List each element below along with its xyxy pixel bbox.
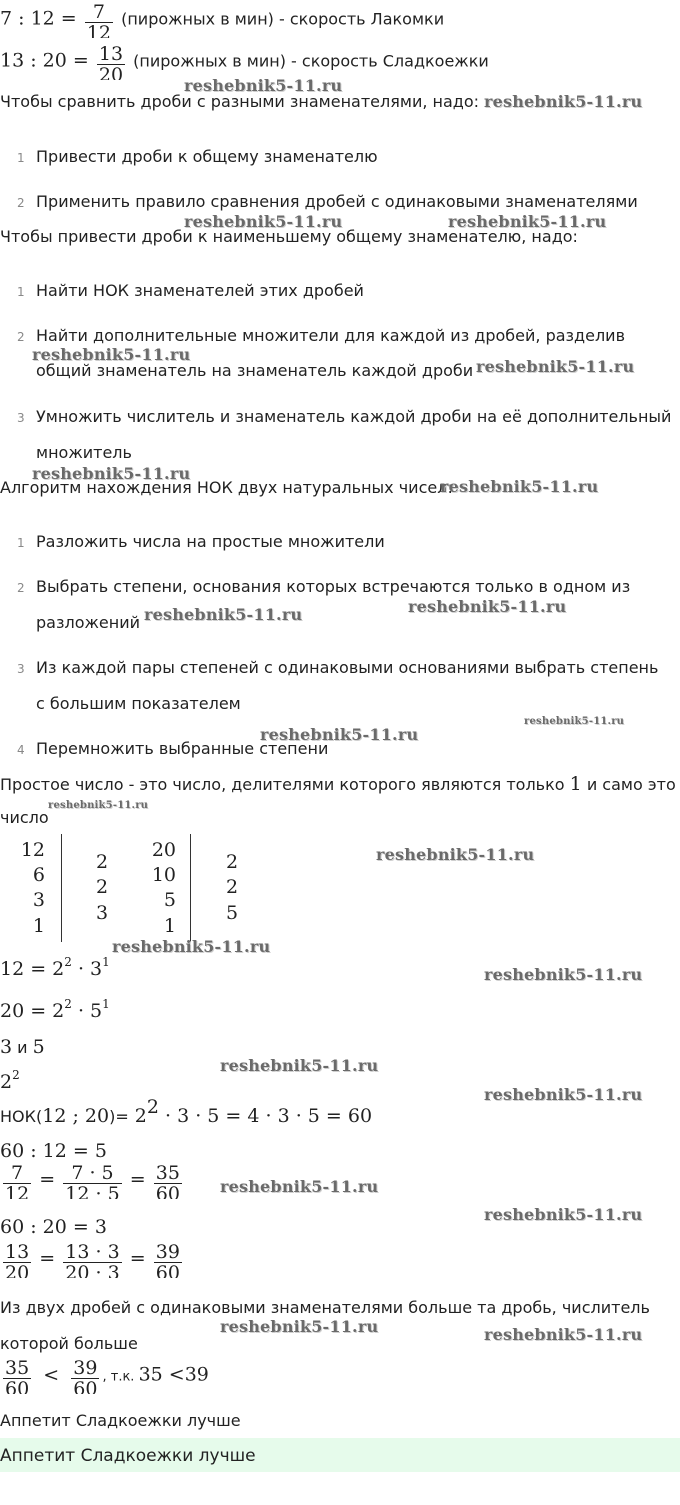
watermark: reshebnik5-11.ru — [32, 464, 191, 483]
answer-text: Аппетит Сладкоежки лучше — [0, 1446, 256, 1466]
division-line — [61, 834, 62, 942]
list-number: 1 — [17, 151, 25, 165]
list-number: 4 — [17, 743, 25, 757]
list-item: Найти НОК знаменателей этих дробей — [36, 281, 364, 300]
list-item-continuation: множитель — [36, 443, 132, 462]
watermark: reshebnik5-11.ru — [484, 92, 643, 111]
list-item: Найти дополнительные множители для каждой из дробей, разделив — [36, 326, 626, 345]
fraction-conversion-1: $\frac{7}{12}$ = $\frac{7 \cdot 5}{12 \cdot 5}$ = $\frac{35}{60}$ — [5, 1162, 180, 1199]
prime-definition-continuation: число — [0, 808, 49, 827]
same-denominator-rule-continuation: которой больше — [0, 1334, 138, 1353]
speed-sladkoezhka: 13 : 20 = $\frac{13}{20}$ (пирожных в мин) - скорость Сладкоежки — [0, 43, 489, 80]
lcm-algorithm-intro: Алгоритм нахождения НОК двух натуральных чисел: — [0, 478, 453, 497]
watermark: reshebnik5-11.ru — [184, 212, 343, 231]
watermark: reshebnik5-11.ru — [484, 1325, 643, 1344]
extra-factor-1: 60 : 12 = 5 — [0, 1140, 107, 1162]
watermark: reshebnik5-11.ru — [524, 716, 625, 727]
watermark: reshebnik5-11.ru — [408, 597, 567, 616]
list-item: Из каждой пары степеней с одинаковыми основаниями выбрать степень — [36, 658, 659, 677]
watermark: reshebnik5-11.ru — [112, 937, 271, 956]
list-number: 2 — [17, 330, 25, 344]
division-line — [190, 834, 191, 942]
list-item-continuation: с большим показателем — [36, 694, 241, 713]
common-denominator-intro: Чтобы привести дроби к наименьшему общему знаменателю, надо: — [0, 227, 578, 246]
watermark: reshebnik5-11.ru — [220, 1317, 379, 1336]
prime-definition: Простое число - это число, делителями которого являются только 1 и само это — [0, 773, 676, 795]
lcm-result: НОК(12 ; $20)= 2^2 \cdot 3 \cdot 5 = 4 \cdot 3 \cdot 5 = 60$ — [0, 1096, 373, 1127]
answer-box — [0, 1438, 680, 1472]
watermark: reshebnik5-11.ru — [144, 605, 303, 624]
fraction-comparison: $\frac{35}{60}$ < $\frac{39}{60}$ , т.к. 35 <39 — [5, 1357, 209, 1394]
factorization-12: $12 = 2^2 \cdot 3^1$ — [0, 955, 110, 980]
same-denominator-rule: Из двух дробей с одинаковыми знаменателями больше та дробь, числитель — [0, 1298, 650, 1317]
list-number: 1 — [17, 536, 25, 550]
list-number: 2 — [17, 196, 25, 210]
watermark: reshebnik5-11.ru — [184, 76, 343, 95]
speed-lakomka: 7 : 12 = $\frac{7}{12}$ (пирожных в мин) - скорость Лакомки — [0, 1, 445, 38]
watermark: reshebnik5-11.ru — [484, 1085, 643, 1104]
watermark: reshebnik5-11.ru — [484, 1205, 643, 1224]
list-item: Умножить числитель и знаменатель каждой дроби на её дополнительный — [36, 407, 672, 426]
watermark: reshebnik5-11.ru — [220, 1177, 379, 1196]
watermark: reshebnik5-11.ru — [440, 477, 599, 496]
common-power: $2^2$ — [0, 1068, 20, 1093]
list-number: 1 — [17, 285, 25, 299]
list-number: 2 — [17, 581, 25, 595]
list-item-continuation: общий знаменатель на знаменатель каждой дроби — [36, 361, 474, 380]
list-item: Привести дроби к общему знаменателю — [36, 147, 378, 166]
watermark: reshebnik5-11.ru — [376, 845, 535, 864]
extra-factor-2: 60 : 20 = 3 — [0, 1216, 107, 1238]
fraction: $\frac{13}{20}$ — [98, 43, 124, 80]
unique-bases: 3 и 5 — [0, 1036, 45, 1058]
watermark: reshebnik5-11.ru — [484, 965, 643, 984]
watermark: reshebnik5-11.ru — [32, 345, 191, 364]
watermark: reshebnik5-11.ru — [48, 800, 149, 811]
fraction-conversion-2: $\frac{13}{20}$ = $\frac{13 \cdot 3}{20 \cdot 3}$ = $\frac{39}{60}$ — [5, 1241, 180, 1278]
list-item: Выбрать степени, основания которых встречаются только в одном из — [36, 577, 631, 596]
watermark: reshebnik5-11.ru — [220, 1056, 379, 1075]
compare-rule-intro: Чтобы сравнить дроби с разными знаменателями, надо: — [0, 92, 480, 111]
watermark: reshebnik5-11.ru — [448, 212, 607, 231]
list-item: Разложить числа на простые множители — [36, 532, 385, 551]
list-number: 3 — [17, 662, 25, 676]
list-item: Перемножить выбранные степени — [36, 739, 329, 758]
conclusion: Аппетит Сладкоежки лучше — [0, 1411, 241, 1430]
list-item-continuation: разложений — [36, 613, 140, 632]
list-item: Применить правило сравнения дробей с одинаковыми знаменателями — [36, 192, 638, 211]
list-number: 3 — [17, 411, 25, 425]
factorization-20: $20 = 2^2 \cdot 5^1$ — [0, 997, 110, 1022]
watermark: reshebnik5-11.ru — [476, 357, 635, 376]
fraction: $\frac{7}{12}$ — [86, 1, 111, 38]
watermark: reshebnik5-11.ru — [260, 725, 419, 744]
